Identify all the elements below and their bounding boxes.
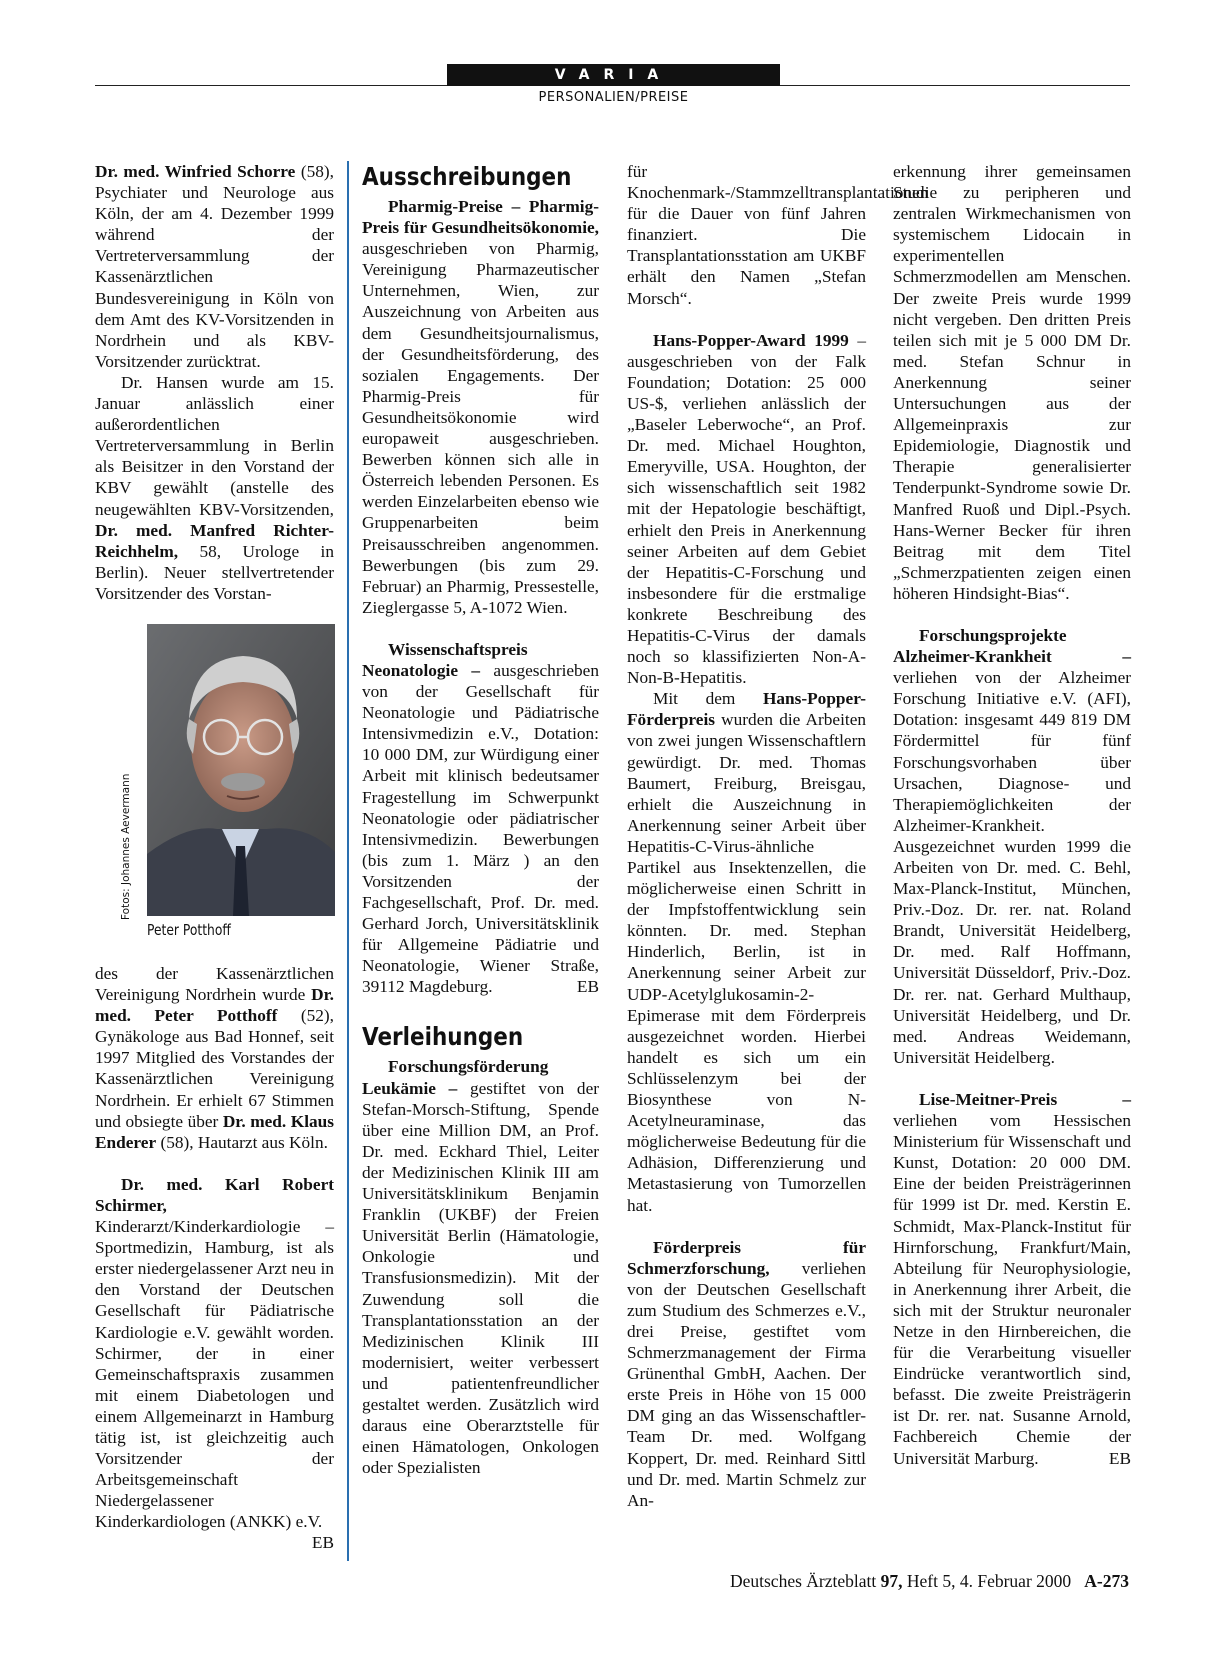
issue: Heft 5, 4. Februar 2000 [902,1571,1072,1591]
paragraph: Wissenschaftspreis Neonatologie – ausgeschrieben von der Gesellschaft für Neonatologie und Pädiatrische Intensivmedizin e.V., Dotation: 10 000 DM, zur Würdigung einer Arbeit mit klinisch bedeutsamer Fragestellung im Schwerpunkt Neonatologie oder pädiatrischer Intensivmedizin. Bewerbungen (bis zum 1. März ) an den Vorsitzenden der Fachgesellschaft, Prof. Dr. med. Gerhard Jorch, Universitätsklinik für Allgemeine Pädiatrie und Neonatologie, Wiener Straße, 39112 Magdeburg. EB [362,639,599,997]
column-4 [893,161,1131,1469]
award-title: Forschungsprojekte Alzheimer-Krankheit – [893,625,1131,667]
paragraph: Dr. med. Winfried Schorre (58), Psychiater und Neurologe aus Köln, der am 4. Dezember 1999 während der Vertreterversammlung der Kassenärztlichen Bundesvereinigung in Köln von dem Amt des KV-Vorsitzenden in Nordrhein und als KBV-Vorsitzender zurücktrat. [95,162,335,371]
column-3 [627,161,929,1511]
person-name: Dr. med. Karl Robert Schirmer, [95,1174,334,1215]
column-1-bottom [95,963,334,1554]
page-footer [730,1571,1129,1592]
paragraph: Forschungsprojekte Alzheimer-Krankheit – verliehen von der Alzheimer Forschung Initiative e.V. (AFI), Dotation: insgesamt 449 819 DM Fördermittel für fünf Forschungsvorhaben über Ursachen, Diagnose- und Therapiemöglichkeiten der Alzheimer-Krankheit. Ausgezeichnet wurden 1999 die Arbeiten von Dr. med. C. Behl, Max-Planck-Institut, München, Priv.-Doz. Dr. rer. nat. Roland Brandt, Universität Heidelberg, Dr. med. Ralf Hoffmann, Universität Düsseldorf, Priv.-Doz. Dr. rer. nat. Gerhard Multhaup, Universität Heidelberg, und Dr. med. Andreas Weidemann, Universität Heidelberg. [893,625,1131,1067]
paragraph: Lise-Meitner-Preis – verliehen vom Hessischen Ministerium für Wissenschaft und Kunst, Dotation: 20 000 DM. Eine der beiden Preisträgerinnen für 1999 ist Dr. med. Kerstin E. Schmidt, Max-Planck-Institut für Hirnforschung, Frankfurt/Main, Abteilung für Neurophysiologie, in Anerkennung ihrer Arbeit, die sich mit der Struktur neuronaler Netze in den Hirnbereichen, die für die Verarbeitung visueller Eindrücke verantwortlich sind, befasst. Die zweite Preisträgerin ist Dr. rer. nat. Susanne Arnold, Fachbereich Chemie der Universität Marburg. EB [893,1089,1131,1468]
award-title: Wissenschaftspreis Neonatologie – [362,639,528,680]
award-title: Lise-Meitner-Preis – [919,1089,1131,1109]
paragraph: Forschungsförderung Leukämie – gestiftet von der Stefan-Morsch-Stiftung, Spende über eine Million DM, an Prof. Dr. med. Eckhard Thiel, Leiter der Medizinischen Klinik III am Universitätsklinikum Benjamin Franklin (UKBF) der Freien Universität Berlin (Hämatologie, Onkologie und Transfusionsmedizin). Mit der Zuwendung soll die Transplantationsstation an der Medizinischen Klinik III modernisiert, weiter verbessert und patientenfreundlicher gestaltet werden. Zusätzlich wird daraus eine Oberarztstelle für einen Hämatologen, Onkologen oder Spezialisten [362,1057,599,1478]
photo-credit: Fotos: Johannes Aevermann [120,773,132,920]
subsection-label: PERSONALIEN/PREISE [538,90,689,105]
paragraph: Hans-Popper-Award 1999 – ausgeschrieben von der Falk Foundation; Dotation: 25 000 US-$, verliehen anlässlich der „Baseler Leberwoche“, an Prof. Dr. med. Michael Houghton, Emeryville, USA. Houghton, der sich wissenschaftlich seit 1982 mit der Hepatologie beschäftigt, erhielt den Preis in Anerkennung seiner Arbeiten auf dem Gebiet der Hepatitis-C-Forschung und insbesondere für die erstmalige konkrete Beschreibung des Hepatitis-C-Virus der damals noch so klassifizierten Non-A-Non-B-Hepatitis. [627,330,866,688]
paragraph: Förderpreis für Schmerzforschung, verliehen von der Deutschen Gesellschaft zum Studium des Schmerzes e.V., drei Preise, gestiftet vom Schmerzmanagement der Firma Grünenthal GmbH, Aachen. Der erste Preis in Höhe von 15 000 DM ging an das Wissenschaftler-Team Dr. med. Wolfgang Koppert, Dr. med. Reinhard Sittl und Dr. med. Martin Schmelz zur An- [627,1237,866,1510]
paragraph: Mit dem Hans-Popper-Förderpreis wurden die Arbeiten von zwei jungen Wissenschaftlern gewürdigt. Dr. med. Thomas Baumert, Freiburg, Breisgau, erhielt die Auszeichnung in Anerkennung seiner Arbeit über Hepatitis-C-Virus-ähnliche Partikel aus Insektenzellen, die möglicherweise einen Schritt in der Impfstoffentwicklung sein könnten. Dr. med. Stephan Hinderlich, Berlin, ist in Anerkennung seiner Arbeit zur UDP-Acetylglukosamin-2-Epimerase mit dem Förderpreis ausgezeichnet worden. Hierbei handelt es sich um ein Schlüsselenzym bei der Biosynthese von N-Acetylneuraminase, das möglicherweise Bedeutung für die Adhäsion, Differenzierung und Metastasierung von Tumorzellen hat. [627,689,866,1215]
paragraph: erkennung ihrer gemeinsamen Studie zu peripheren und zentralen Wirkmechanismen von systemischem Lidocain in experimentellen Schmerzmodellen am Menschen. Der zweite Preis wurde 1999 nicht vergeben. Den dritten Preis teilen sich mit je 5 000 DM Dr. med. Stefan Schnur in Anerkennung seiner Untersuchungen aus der Allgemeinpraxis zur Epidemiologie, Diagnostik und Therapie generalisierter Tenderpunkt-Syndrome sowie Dr. Manfred Ruoß und Dipl.-Psych. Hans-Werner Becker für ihren Beitrag mit dem Titel „Schmerzpatienten zeigen einen höheren Hindsight-Bias“. [893,162,1131,603]
column-2 [362,161,599,1478]
award-title: Pharmig-Preise – Pharmig-Preis für Gesundheitsökonomie, [362,197,599,238]
page-number: A-273 [1084,1571,1129,1591]
award-title: Forschungsförderung Leukämie – [362,1057,549,1098]
portrait-image [147,624,335,916]
award-title: Förderpreis für Schmerzforschung, [627,1237,866,1278]
paragraph: Pharmig-Preise – Pharmig-Preis für Gesundheitsökonomie, ausgeschrieben von Pharmig, Vereinigung Pharmazeutischer Unternehmen, Wien, zur Auszeichnung von Arbeiten aus dem Gesundheitsjournalismus, der Gesundheitsförderung, des sozialen Engagements. Der Pharmig-Preis für Gesundheitsökonomie wird europaweit ausgeschrieben. Bewerben können sich alle in Österreich lebenden Personen. Es werden Einzelarbeiten ebenso wie Gruppenarbeiten beim Preisausschreiben angenommen. Bewerbungen (bis zum 29. Februar) an Pharmig, Pressestelle, Zieglergasse 5, A-1072 Wien. [362,197,599,617]
column-divider [347,161,349,1561]
paragraph: für Knochenmark-/Stammzelltransplantationen für die Dauer von fünf Jahren finanziert. Die Transplantationsstation am UKBF erhält den Namen „Stefan Morsch“. [627,162,929,308]
journal-name: Deutsches Ärzteblatt [729,1571,881,1591]
person-name: Dr. med. Peter Potthoff [95,985,334,1026]
volume: 97, [880,1571,903,1591]
author-sign: EB [576,977,599,997]
person-name: Dr. med. Manfred Richter-Reichhelm, [95,520,334,561]
person-name: Dr. med. Klaus Enderer [95,1111,334,1152]
column-1-top [95,161,334,604]
award-title: Hans-Popper-Förderpreis [627,689,866,730]
award-title: Hans-Popper-Award 1999 [653,330,849,350]
author-sign: EB [1108,1448,1131,1468]
photo-caption: Peter Potthoff [147,921,231,939]
paragraph: Dr. med. Karl Robert Schirmer, Kinderarzt/Kinderkardiologie – Sportmedizin, Hamburg, ist als erster niedergelassener Arzt neu in den Vorstand der Deutschen Gesellschaft für Pädiatrische Kardiologie e.V. gewählt worden. Schirmer, der in einer Gemeinschaftspraxis zusammen mit einem Diabetologen und einem Allgemeinarzt in Hamburg tätig ist, ist gleichzeitig auch Vorsitzender der Arbeitsgemeinschaft Niedergelassener Kinderkardiologen (ANKK) e.V. EB [95,1174,334,1553]
section-heading: Verleihungen [362,1022,524,1052]
portrait-photo [147,624,335,916]
section-heading: Ausschreibungen [362,162,572,191]
section-label: VARIA [447,64,780,86]
paragraph: des der Kassenärztlichen Vereinigung Nordrhein wurde Dr. med. Peter Potthoff (52), Gynäkologe aus Bad Honnef, seit 1997 Mitglied des Vorstandes der Kassenärztlichen Vereinigung Nordrhein. Er erhielt 67 Stimmen und obsiegte über Dr. med. Klaus Enderer (58), Hautarzt aus Köln. [95,964,334,1152]
author-sign: EB [311,1533,334,1553]
person-name: Dr. med. Winfried Schorre [95,162,296,181]
paragraph: Dr. Hansen wurde am 15. Januar anlässlich einer außerordentlichen Vertreterversammlung in Berlin als Beisitzer in den Vorstand der KBV gewählt (anstelle des neugewählten KBV-Vorsitzenden, Dr. med. Manfred Richter-Reichhelm, 58, Urologe in Berlin). Neuer stellvertretender Vorsitzender des Vorstan- [95,372,334,603]
